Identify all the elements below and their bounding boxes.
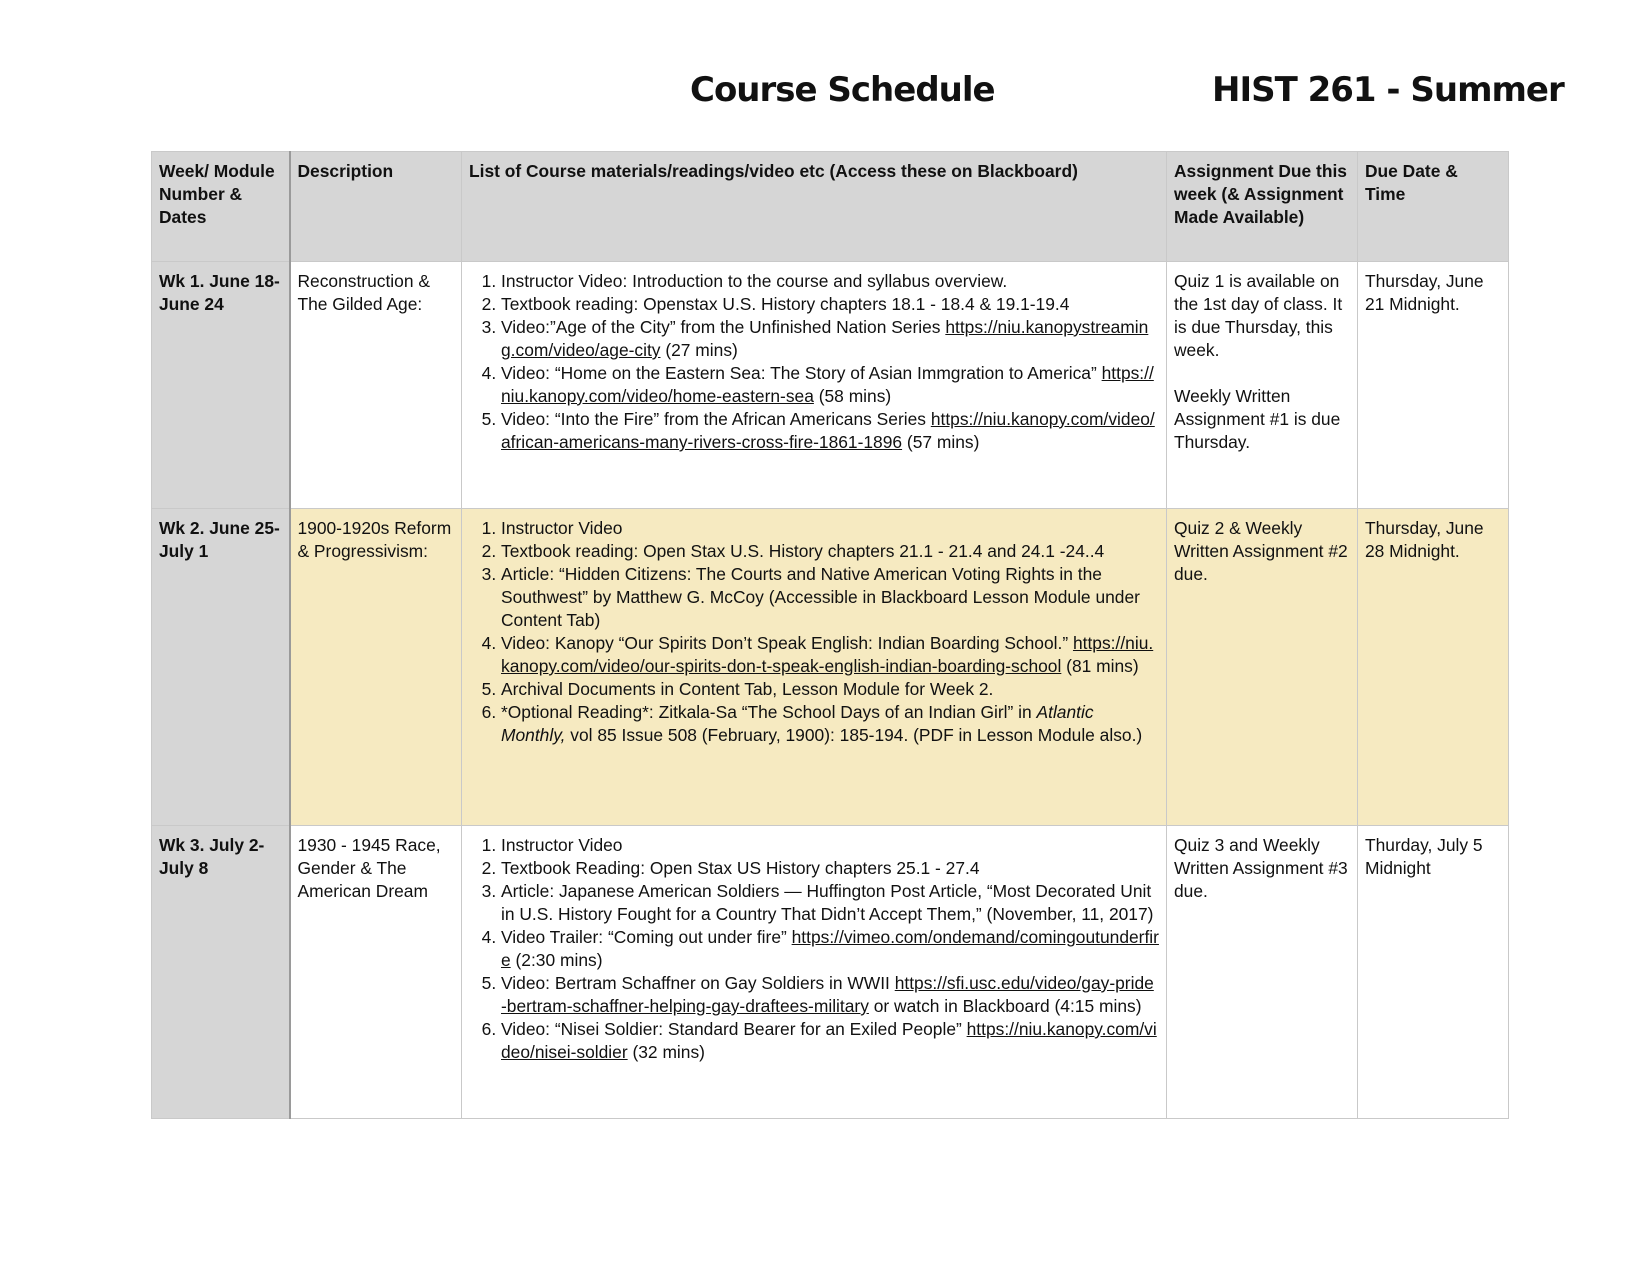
list-item: 4. Video: Kanopy “Our Spirits Don’t Speak English: Indian Boarding School.” https://niu.kanopy.com/video/our-spirits-don-t-speak-english-indian-boarding-school (81 mins) [501, 632, 1159, 678]
assignment-cell [1167, 262, 1358, 509]
due-date-cell: Thursday, June 21 Midnight. [1358, 262, 1509, 509]
assignment-cell: Quiz 3 and Weekly Written Assignment #3 due. [1167, 826, 1358, 1119]
video-link[interactable]: https://niu.kanopystreaming.com/video/age-city [501, 317, 1149, 360]
video-link[interactable]: https://vimeo.com/ondemand/comingoutunderfire [501, 927, 1159, 970]
materials-list [469, 834, 1159, 1064]
materials-cell [462, 826, 1167, 1119]
materials-list [469, 270, 1159, 454]
list-item: 2. Textbook reading: Open Stax U.S. History chapters 21.1 - 21.4 and 24.1 -24..4 [501, 540, 1159, 563]
due-date-cell: Thurday, July 5 Midnight [1358, 826, 1509, 1119]
materials-list [469, 517, 1159, 747]
video-link[interactable]: https://niu.kanopy.com/video/nisei-soldier [501, 1019, 1157, 1062]
list-item: 2. Textbook Reading: Open Stax US History chapters 25.1 - 27.4 [501, 857, 1159, 880]
journal-title: Atlantic Monthly, [501, 702, 1094, 745]
list-item: 1. Instructor Video: Introduction to the course and syllabus overview. [501, 270, 1159, 293]
table-row [152, 826, 1509, 1119]
materials-header: List of Course materials/readings/video etc (Access these on Blackboard) [462, 152, 1167, 262]
description-header: Description [290, 152, 462, 262]
description-cell: Reconstruction & The Gilded Age: [290, 262, 462, 509]
week-cell: Wk 2. June 25-July 1 [152, 509, 290, 826]
video-link[interactable]: https://niu.kanopy.com/video/our-spirits-don-t-speak-english-indian-boarding-school [501, 633, 1154, 676]
list-item: 5. Video: “Into the Fire” from the African Americans Series https://niu.kanopy.com/video/african-americans-many-rivers-cross-fire-1861-1896 (57 mins) [501, 408, 1159, 454]
week-cell: Wk 3. July 2- July 8 [152, 826, 290, 1119]
list-item: 6. *Optional Reading*: Zitkala-Sa “The School Days of an Indian Girl” in Atlantic Monthly, vol 85 Issue 508 (February, 1900): 185-194. (PDF in Lesson Module also.) [501, 701, 1159, 747]
list-item: 5. Archival Documents in Content Tab, Lesson Module for Week 2. [501, 678, 1159, 701]
video-link[interactable]: https://sfi.usc.edu/video/gay-pride-bertram-schaffner-helping-gay-draftees-military [501, 973, 1154, 1016]
video-link[interactable]: https://niu.kanopy.com/video/home-eastern-sea [501, 363, 1154, 406]
course-code: HIST 261 - Summer [1212, 70, 1564, 110]
list-item: 1. Instructor Video [501, 517, 1159, 540]
materials-cell [462, 509, 1167, 826]
week-cell: Wk 1. June 18- June 24 [152, 262, 290, 509]
list-item: 4. Video Trailer: “Coming out under fire” https://vimeo.com/ondemand/comingoutunderfire (2:30 mins) [501, 926, 1159, 972]
due-date-cell: Thursday, June 28 Midnight. [1358, 509, 1509, 826]
due-date-header: Due Date & Time [1358, 152, 1509, 262]
assignment-header: Assignment Due this week (& Assignment Made Available) [1167, 152, 1358, 262]
assignment-cell: Quiz 2 & Weekly Written Assignment #2 due. [1167, 509, 1358, 826]
list-item: 3. Article: “Hidden Citizens: The Courts and Native American Voting Rights in the Southwest” by Matthew G. McCoy (Accessible in Blackboard Lesson Module under Content Tab) [501, 563, 1159, 632]
table-row [152, 509, 1509, 826]
list-item: 3. Article: Japanese American Soldiers — Huffington Post Article, “Most Decorated Unit in U.S. History Fought for a Country That Didn’t Accept Them,” (November, 11, 2017) [501, 880, 1159, 926]
description-cell: 1900-1920s Reform & Progressivism: [290, 509, 462, 826]
table-row [152, 262, 1509, 509]
description-cell: 1930 - 1945 Race, Gender & The American Dream [290, 826, 462, 1119]
week-header: Week/ Module Number & Dates [152, 152, 290, 262]
materials-cell [462, 262, 1167, 509]
list-item: 1. Instructor Video [501, 834, 1159, 857]
video-link[interactable]: https://niu.kanopy.com/video/african-americans-many-rivers-cross-fire-1861-1896 [501, 409, 1155, 452]
list-item: 3. Video:”Age of the City” from the Unfinished Nation Series https://niu.kanopystreaming.com/video/age-city (27 mins) [501, 316, 1159, 362]
assignment-text: Weekly Written Assignment #1 is due Thursday. [1174, 386, 1341, 452]
list-item: 5. Video: Bertram Schaffner on Gay Soldiers in WWII https://sfi.usc.edu/video/gay-pride-bertram-schaffner-helping-gay-draftees-military or watch in Blackboard (4:15 mins) [501, 972, 1159, 1018]
header-row [152, 152, 1509, 262]
schedule-table [151, 151, 1509, 1119]
assignment-text: Quiz 1 is available on the 1st day of class. It is due Thursday, this week. [1174, 271, 1343, 360]
list-item: 2. Textbook reading: Openstax U.S. History chapters 18.1 - 18.4 & 19.1-19.4 [501, 293, 1159, 316]
page-title: Course Schedule [690, 70, 995, 110]
list-item: 4. Video: “Home on the Eastern Sea: The Story of Asian Immgration to America” https://niu.kanopy.com/video/home-eastern-sea (58 mins) [501, 362, 1159, 408]
list-item: 6. Video: “Nisei Soldier: Standard Bearer for an Exiled People” https://niu.kanopy.com/video/nisei-soldier (32 mins) [501, 1018, 1159, 1064]
